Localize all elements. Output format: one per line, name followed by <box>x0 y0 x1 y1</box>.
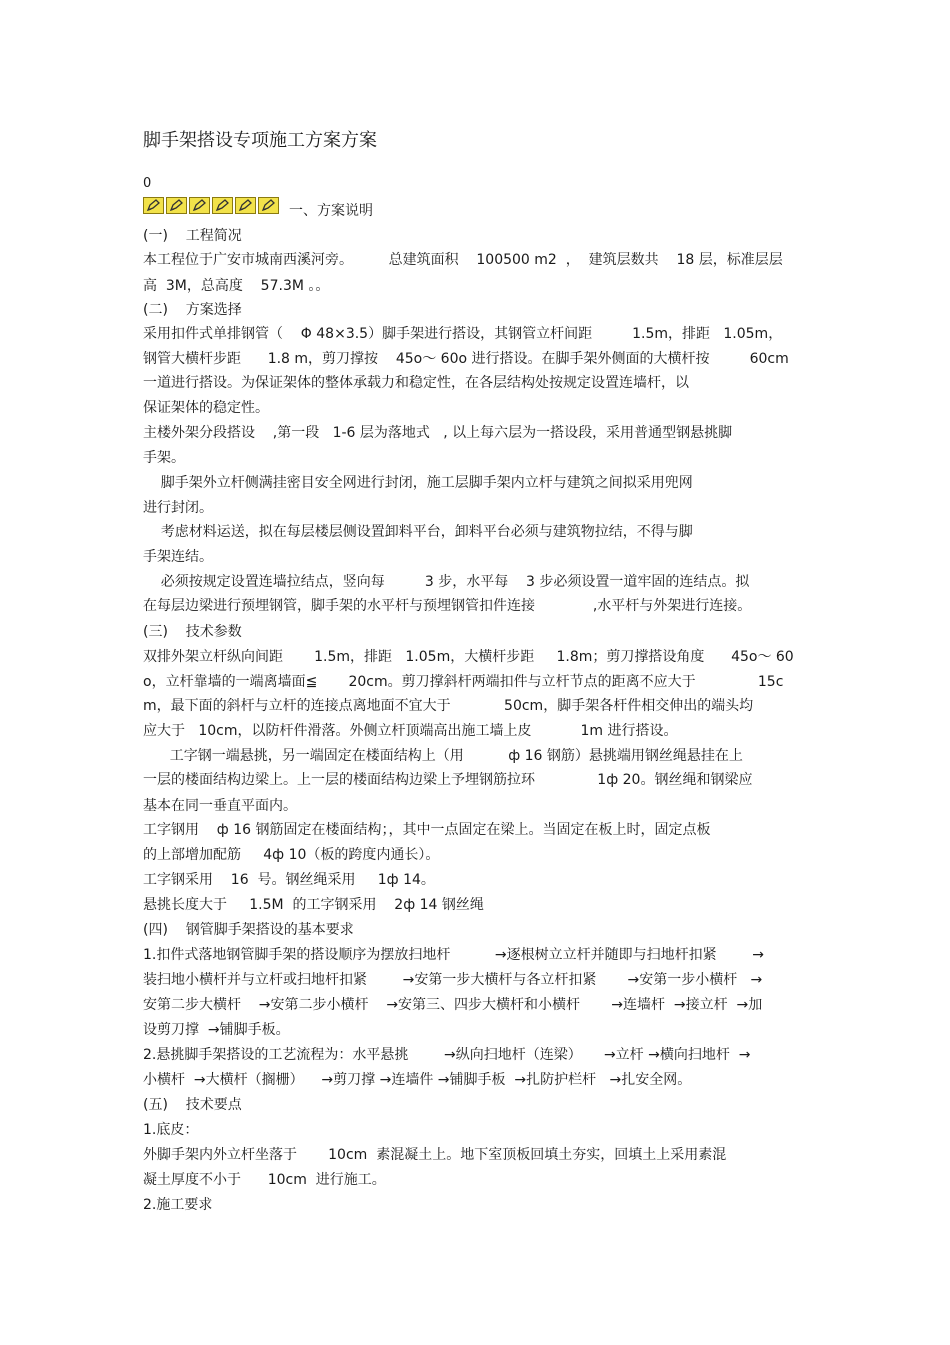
document-line: (二) 方案选择 <box>143 302 242 318</box>
document-line: 一道进行搭设。为保证架体的整体承载力和稳定性，在各层结构处按规定设置连墙杆，以 <box>143 375 689 391</box>
document-line: 主楼外架分段搭设 ,第一段 1-6 层为落地式 , 以上每六层为一搭设段，采用普通型钢悬挑脚 <box>143 425 733 441</box>
document-line: 工字钢用 ф 16 钢筋固定在楼面结构；，其中一点固定在梁上。当固定在板上时，固定点板 <box>143 822 711 838</box>
pencil-icon <box>212 197 233 214</box>
pencil-icon <box>143 197 164 214</box>
document-line: 采用扣件式单排钢管（ Φ 48×3.5）脚手架进行搭设，其钢管立杆间距 1.5m，排距 1.05m， <box>143 326 783 342</box>
document-line: 手架连结。 <box>143 549 213 565</box>
document-line: 必须按规定设置连墙拉结点，竖向每 3 步，水平每 3 步必须设置一道牢固的连结点。拟 <box>143 574 750 590</box>
document-line: (三) 技术参数 <box>143 624 242 640</box>
document-line: 手架。 <box>143 450 185 466</box>
document-line: 保证架体的稳定性。 <box>143 400 269 416</box>
document-title: 脚手架搭设专项施工方案方案 <box>143 130 377 151</box>
document-line: m，最下面的斜杆与立杆的连接点离地面不宜大于 50cm，脚手架各杆件相交伸出的端头均 <box>143 698 754 714</box>
document-line: 在每层边梁进行预埋钢管，脚手架的水平杆与预埋钢管扣件连接 ,水平杆与外架进行连接。 <box>143 598 752 614</box>
document-line: 2.施工要求 <box>143 1197 213 1213</box>
document-line: 安第二步大横杆 →安第二步小横杆 →安第三、四步大横杆和小横杆 →连墙杆 →接立杆 →加 <box>143 997 763 1013</box>
document-line: 应大于 10cm，以防杆件滑落。外侧立杆顶端高出施工墙上皮 1m 进行搭设。 <box>143 723 678 739</box>
document-line: o，立杆靠墙的一端离墙面≦ 20cm。剪刀撑斜杆两端扣件与立杆节点的距离不应大于 15c <box>143 674 784 690</box>
document-line: 悬挑长度大于 1.5M 的工字钢采用 2ф 14 钢丝绳 <box>143 897 484 913</box>
document-line: 工字钢一端悬挑，另一端固定在楼面结构上（用 ф 16 钢筋）悬挑端用钢丝绳悬挂在上 <box>143 748 743 764</box>
document-line: 的上部增加配筋 4ф 10（板的跨度内通长）。 <box>143 847 440 863</box>
document-line: 1.扣件式落地钢管脚手架的搭设顺序为摆放扫地杆 →逐根树立立杆并随即与扫地杆扣紧 → <box>143 947 764 963</box>
document-line: 1.底皮： <box>143 1122 199 1138</box>
pencil-icon <box>258 197 279 214</box>
pencil-icon <box>166 197 187 214</box>
document-line: 高 3M，总高度 57.3M 。。 <box>143 278 330 294</box>
document-line: 外脚手架内外立杆坐落于 10cm 素混凝土上。地下室顶板回填土夯实，回填土上采用素混 <box>143 1147 727 1163</box>
document-line: 装扫地小横杆并与立杆或扫地杆扣紧 →安第一步大横杆与各立杆扣紧 →安第一步小横杆 → <box>143 972 763 988</box>
document-line: 双排外架立杆纵向间距 1.5m，排距 1.05m，大横杆步距 1.8m；剪刀撑搭设角度 45o～ 60 <box>143 649 794 665</box>
document-line: 脚手架外立杆侧满挂密目安全网进行封闭，施工层脚手架内立杆与建筑之间拟采用兜网 <box>143 475 693 491</box>
pencil-icon <box>235 197 256 214</box>
document-line: 凝土厚度不小于 10cm 进行施工。 <box>143 1172 386 1188</box>
document-line: 设剪刀撑 →铺脚手板。 <box>143 1022 290 1038</box>
document-line: 本工程位于广安市城南西溪河旁。 总建筑面积 100500 m2 ， 建筑层数共 18 层，标准层层 <box>143 252 783 268</box>
document-line: 进行封闭。 <box>143 500 213 516</box>
pencil-icon <box>189 197 210 214</box>
document-line: 考虑材料运送，拟在每层楼层侧设置卸料平台，卸料平台必须与建筑物拉结，不得与脚 <box>143 524 693 540</box>
document-line: 钢管大横杆步距 1.8 m，剪刀撑按 45o～ 60o 进行搭设。在脚手架外侧面的大横杆按 60cm <box>143 351 789 367</box>
document-line: 2.悬挑脚手架搭设的工艺流程为：水平悬挑 →纵向扫地杆（连梁） →立杆 →横向扫地杆 → <box>143 1047 751 1063</box>
document-line: 一层的楼面结构边梁上。上一层的楼面结构边梁上予埋钢筋拉环 1ф 20。钢丝绳和钢梁应 <box>143 772 753 788</box>
document-line: (一) 工程简况 <box>143 228 242 244</box>
document-line: 小横杆 →大横杆（搁栅） →剪刀撑 →连墙件 →铺脚手板 →扎防护栏杆 →扎安全网。 <box>143 1072 692 1088</box>
zero-mark: 0 <box>143 176 152 191</box>
section-one-heading: 一、方案说明 <box>289 203 373 219</box>
document-line: (五) 技术要点 <box>143 1097 242 1113</box>
icon-strip <box>143 197 279 214</box>
document-line: (四) 钢管脚手架搭设的基本要求 <box>143 922 354 938</box>
document-line: 工字钢采用 16 号。钢丝绳采用 1ф 14。 <box>143 872 435 888</box>
document-line: 基本在同一垂直平面内。 <box>143 798 297 814</box>
